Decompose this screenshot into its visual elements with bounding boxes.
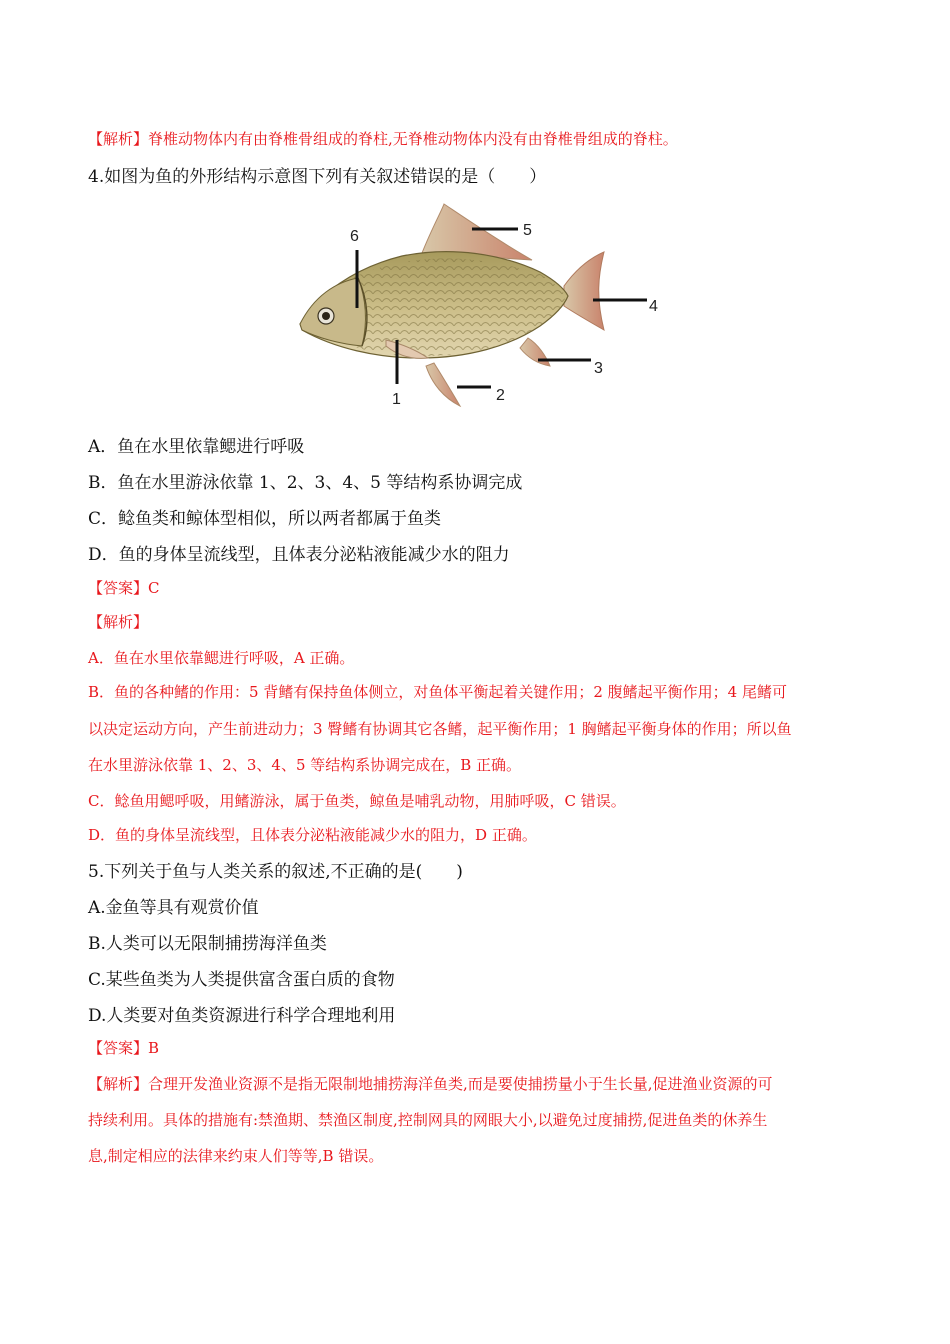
fig-label-1: 1 xyxy=(392,391,401,408)
fig-label-5: 5 xyxy=(523,222,532,239)
q5-option-a: A.金鱼等具有观赏价值 xyxy=(88,898,259,918)
fig-label-6: 6 xyxy=(350,228,359,245)
q5-analysis-line: 持续利用。具体的措施有:禁渔期、禁渔区制度,控制网具的网眼大小,以避免过度捕捞,促进鱼类的休养生 xyxy=(88,1111,768,1129)
fish-diagram-figure xyxy=(292,198,672,413)
q4-option-b: B．鱼在水里游泳依靠 1、2、3、4、5 等结构系协调完成 xyxy=(88,473,523,493)
anal-fin xyxy=(520,338,550,366)
fig-label-2: 2 xyxy=(496,387,505,404)
q5-stem: 5.下列关于鱼与人类关系的叙述,不正确的是( ) xyxy=(88,862,463,882)
q4-option-a: A．鱼在水里依靠鳃进行呼吸 xyxy=(88,437,305,457)
q4-analysis-line: 以决定运动方向，产生前进动力；3 臀鳍有协调其它各鳍，起平衡作用；1 胸鳍起平衡身体的作用；所以鱼 xyxy=(88,720,792,738)
q4-stem: 4.如图为鱼的外形结构示意图下列有关叙述错误的是（ ） xyxy=(88,167,547,187)
q4-analysis-title: 【解析】 xyxy=(88,613,149,631)
tail-fin xyxy=(564,252,604,330)
q4-analysis-line: B．鱼的各种鳍的作用：5 背鳍有保持鱼体侧立，对鱼体平衡起着关键作用；2 腹鳍起平衡作用；4 尾鳍可 xyxy=(88,683,787,701)
q4-analysis-line: D．鱼的身体呈流线型，且体表分泌粘液能减少水的阻力，D 正确。 xyxy=(88,826,537,844)
fig-label-3: 3 xyxy=(594,360,603,377)
q4-analysis-line: 在水里游泳依靠 1、2、3、4、5 等结构系协调完成在，B 正确。 xyxy=(88,756,522,774)
q4-option-c: C．鲶鱼类和鲸体型相似，所以两者都属于鱼类 xyxy=(88,509,442,529)
q5-option-c: C.某些鱼类为人类提供富含蛋白质的食物 xyxy=(88,970,395,990)
q4-option-d: D．鱼的身体呈流线型，且体表分泌粘液能减少水的阻力 xyxy=(88,545,510,565)
q5-analysis-line: 【解析】合理开发渔业资源不是指无限制地捕捞海洋鱼类,而是要使捕捞量小于生长量,促进渔业资源的可 xyxy=(88,1075,773,1093)
q5-option-b: B.人类可以无限制捕捞海洋鱼类 xyxy=(88,934,327,954)
q3-analysis: 【解析】脊椎动物体内有由脊椎骨组成的脊柱,无脊椎动物体内没有由脊椎骨组成的脊柱。 xyxy=(88,130,678,148)
q5-analysis-line: 息,制定相应的法律来约束人们等等,B 错误。 xyxy=(88,1147,384,1165)
q4-answer: 【答案】C xyxy=(88,579,160,597)
q4-analysis-line: A．鱼在水里依靠鳃进行呼吸，A 正确。 xyxy=(88,649,355,667)
q5-option-d: D.人类要对鱼类资源进行科学合理地利用 xyxy=(88,1006,396,1026)
q4-analysis-line: C．鲶鱼用鳃呼吸，用鳍游泳，属于鱼类，鲸鱼是哺乳动物，用肺呼吸，C 错误。 xyxy=(88,792,626,810)
q5-answer: 【答案】B xyxy=(88,1039,160,1057)
fig-label-4: 4 xyxy=(649,298,658,315)
pelvic-fin xyxy=(426,363,460,406)
